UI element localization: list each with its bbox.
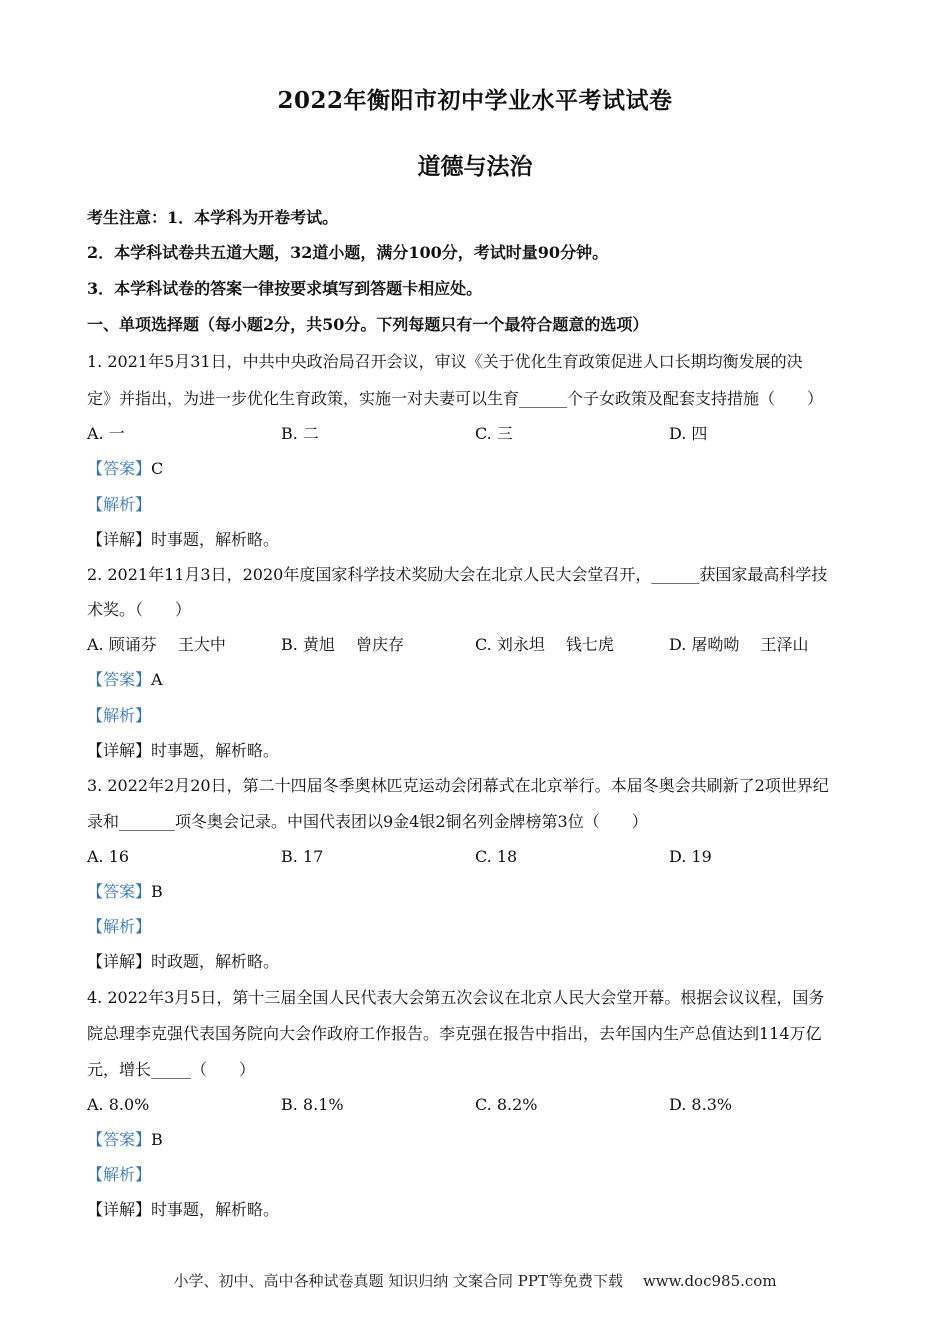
question-1-option-b: B. 二 (281, 424, 319, 443)
question-4-option-c: C. 8.2% (475, 1095, 538, 1114)
question-3-answer (87, 882, 163, 902)
footer-text: 小学、初中、高中各种试卷真题 知识归纳 文案合同 PPT等免费下载 (173, 1272, 623, 1290)
question-4-option-a: A. 8.0% (87, 1095, 150, 1114)
question-2-analysis-tag: 【解析】 (87, 706, 152, 725)
question-4-analysis-tag: 【解析】 (87, 1165, 152, 1184)
question-3-option-c: C. 18 (475, 847, 518, 866)
question-2-detail: 【详解】时事题，解析略。 (87, 741, 280, 760)
answer-tag: 【答案】 (87, 1130, 152, 1149)
question-2-stem-line-2: 术奖。（ ） (87, 600, 192, 619)
question-2-answer (87, 670, 163, 690)
section-heading: 一、单项选择题（每小题2分，共50分。下列每题只有一个最符合题意的选项） (87, 315, 649, 334)
answer-value: B (151, 882, 163, 901)
answer-value: A (151, 670, 163, 689)
question-3-stem-line-1: 3. 2022年2月20日，第二十四届冬季奥林匹克运动会闭幕式在北京举行。本届冬奥会共刷新了2项世界纪 (87, 776, 829, 795)
page-footer (0, 1270, 950, 1291)
question-1-stem-line-2: 定》并指出，为进一步优化生育政策，实施一对夫妻可以生育______个子女政策及配套支持措施（ ） (87, 389, 824, 408)
notice-line-3: 3．本学科试卷的答案一律按要求填写到答题卡相应处。 (87, 279, 483, 298)
question-2-option-d: D. 屠呦呦 王泽山 (669, 635, 809, 654)
question-4-stem-line-2: 院总理李克强代表国务院向大会作政府工作报告。李克强在报告中指出，去年国内生产总值达到114万亿 (87, 1024, 822, 1043)
question-2-option-c: C. 刘永坦 钱七虎 (475, 635, 614, 654)
question-1-option-c: C. 三 (475, 424, 513, 443)
question-2-stem-line-1: 2. 2021年11月3日，2020年度国家科学技术奖励大会在北京人民大会堂召开，______获国家最高科学技 (87, 565, 828, 584)
question-1-detail: 【详解】时事题，解析略。 (87, 530, 280, 549)
question-1-option-d: D. 四 (669, 424, 708, 443)
notice-line-1: 考生注意：1．本学科为开卷考试。 (87, 208, 339, 227)
answer-tag: 【答案】 (87, 459, 152, 478)
question-3-option-a: A. 16 (87, 847, 130, 866)
question-2-option-b: B. 黄旭 曾庆存 (281, 635, 405, 654)
question-1-answer (87, 459, 163, 479)
question-4-option-d: D. 8.3% (669, 1095, 733, 1114)
question-3-option-d: D. 19 (669, 847, 712, 866)
question-3-option-b: B. 17 (281, 847, 324, 866)
answer-value: B (151, 1130, 163, 1149)
question-4-stem-line-3: 元，增长_____（ ） (87, 1060, 256, 1079)
question-4-stem-line-1: 4. 2022年3月5日，第十三届全国人民代表大会第五次会议在北京人民大会堂开幕。根据会议议程，国务 (87, 988, 825, 1007)
question-1-stem-line-1: 1. 2021年5月31日，中共中央政治局召开会议，审议《关于优化生育政策促进人口长期均衡发展的决 (87, 352, 803, 371)
question-3-analysis-tag: 【解析】 (87, 917, 152, 936)
answer-tag: 【答案】 (87, 882, 152, 901)
question-2-option-a: A. 顾诵芬 王大中 (87, 635, 226, 654)
question-3-detail: 【详解】时政题，解析略。 (87, 952, 280, 971)
notice-line-2: 2．本学科试卷共五道大题，32道小题，满分100分，考试时量90分钟。 (87, 243, 609, 262)
answer-tag: 【答案】 (87, 670, 152, 689)
question-4-detail: 【详解】时事题，解析略。 (87, 1200, 280, 1219)
footer-site-link[interactable]: www.doc985.com (642, 1272, 777, 1290)
question-3-stem-line-2: 录和_______项冬奥会记录。中国代表团以9金4银2铜名列金牌榜第3位（ ） (87, 812, 648, 831)
question-1-option-a: A. 一 (87, 424, 125, 443)
answer-value: C (151, 459, 164, 478)
subject-title: 道德与法治 (417, 153, 533, 180)
question-1-analysis-tag: 【解析】 (87, 495, 152, 514)
question-4-option-b: B. 8.1% (281, 1095, 344, 1114)
exam-title: 2022年衡阳市初中学业水平考试试卷 (277, 87, 673, 114)
question-4-answer (87, 1130, 163, 1150)
